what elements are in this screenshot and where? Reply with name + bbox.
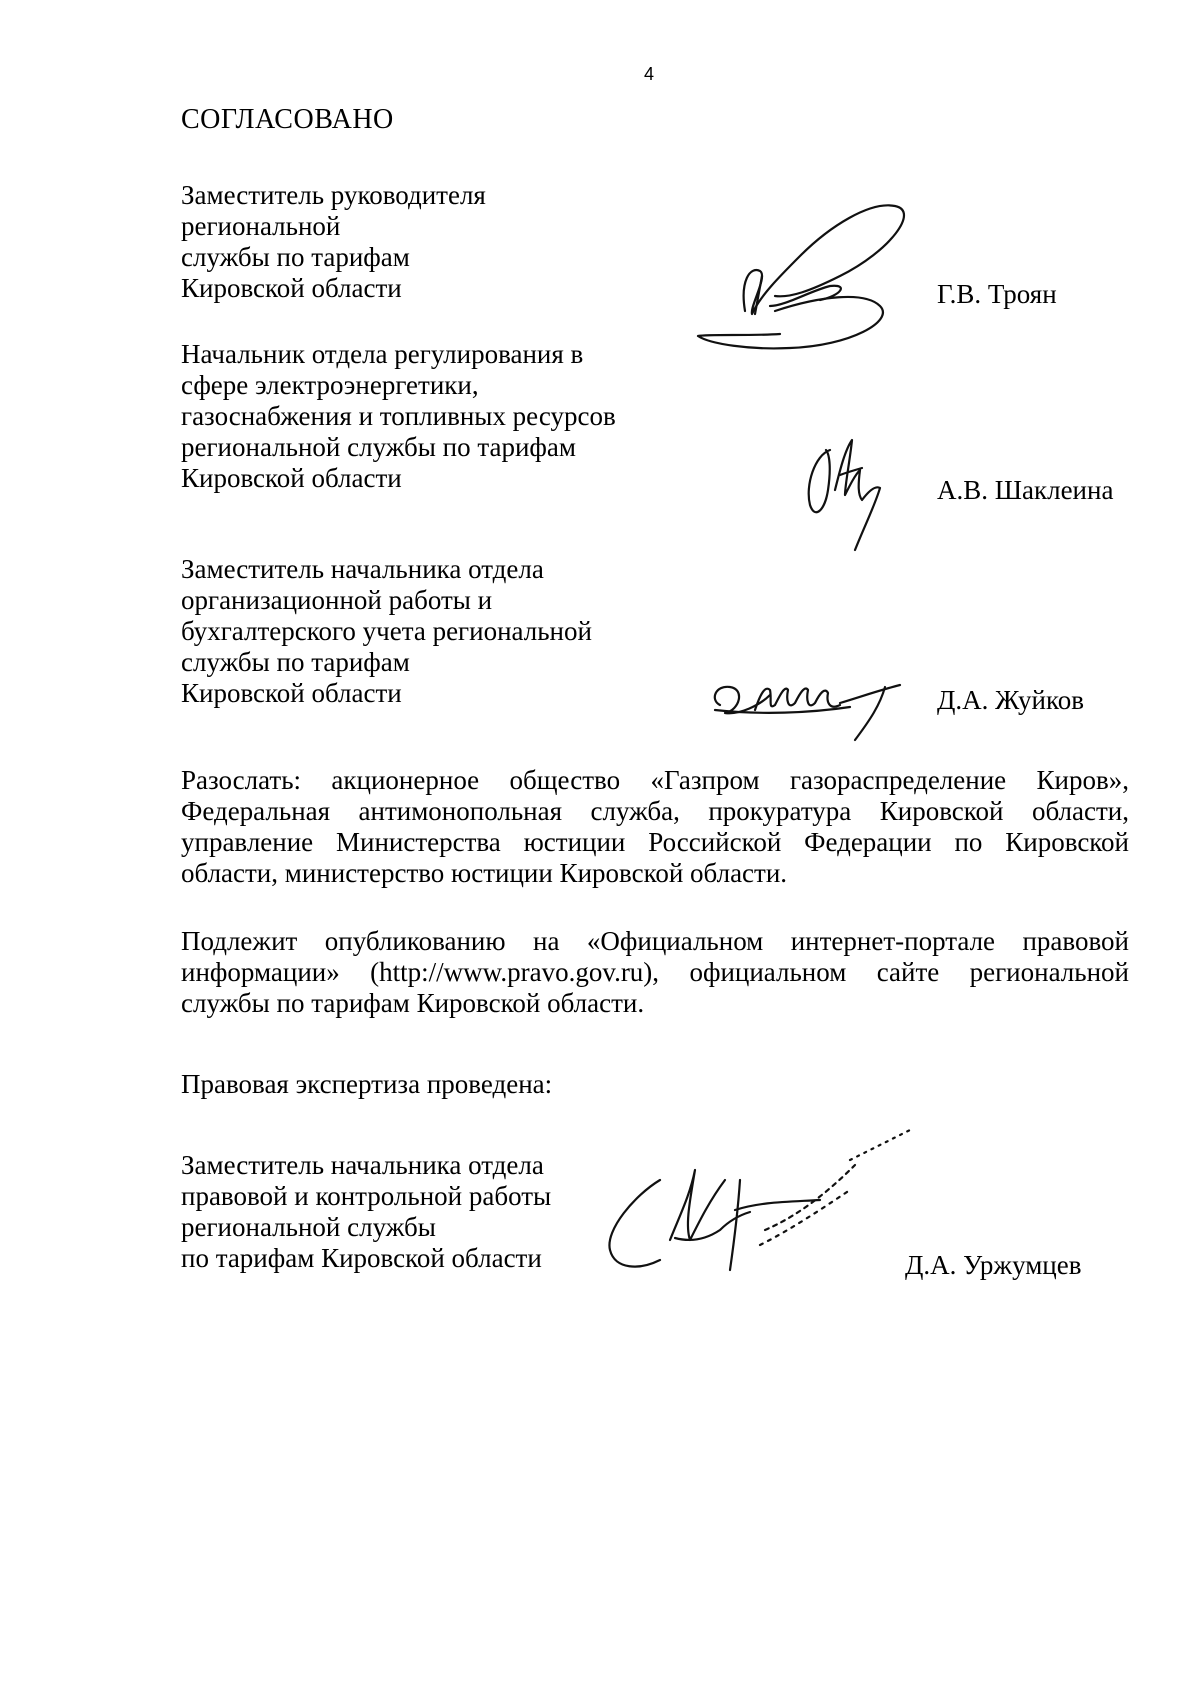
approver-3-name: Д.А. Жуйков (937, 685, 1084, 715)
publication-line: информации» (http://www.pravo.gov.ru), официальном сайте региональной (181, 957, 1129, 987)
position-line: бухгалтерского учета региональной (181, 616, 592, 646)
approver-1-position (181, 180, 486, 304)
position-line: организационной работы и (181, 585, 493, 615)
legal-review-text: Правовая экспертиза проведена: (181, 1069, 553, 1099)
signature-urzhumtsev (590, 1120, 930, 1290)
position-line: региональной службы (181, 1212, 436, 1242)
signature-zhuykov (700, 665, 910, 745)
legal-signer-position (181, 1150, 551, 1274)
distribution-line: Федеральная антимонопольная служба, прокуратура Кировской области, (181, 796, 1129, 826)
publication-paragraph (181, 926, 1129, 1019)
publication-line: Подлежит опубликованию на «Официальном интернет-портале правовой (181, 926, 1129, 956)
position-line: региональной службы по тарифам (181, 432, 576, 462)
position-line: по тарифам Кировской области (181, 1243, 542, 1273)
distribution-line: управление Министерства юстиции Российской Федерации по Кировской (181, 827, 1129, 857)
position-line: правовой и контрольной работы (181, 1181, 552, 1211)
position-line: Кировской области (181, 463, 402, 493)
distribution-line: Разослать: акционерное общество «Газпром газораспределение Киров», (181, 765, 1129, 795)
position-line: Заместитель руководителя (181, 180, 486, 210)
position-line: Кировской области (181, 678, 402, 708)
position-line: Заместитель начальника отдела (181, 1150, 544, 1180)
position-line: Кировской области (181, 273, 402, 303)
legal-review-label (181, 1069, 552, 1100)
approver-3-position (181, 554, 592, 709)
signature-shakleina (800, 430, 920, 560)
page-number: 4 (644, 64, 655, 84)
approver-2-name: А.В. Шаклеина (937, 475, 1114, 505)
position-line: службы по тарифам (181, 242, 410, 272)
approval-heading: СОГЛАСОВАНО (181, 104, 394, 135)
position-line: газоснабжения и топливных ресурсов (181, 401, 616, 431)
approver-1-name: Г.В. Троян (937, 279, 1057, 309)
position-line: службы по тарифам (181, 647, 410, 677)
position-line: сфере электроэнергетики, (181, 370, 479, 400)
position-line: Заместитель начальника отдела (181, 554, 544, 584)
signature-troyan (690, 196, 930, 366)
publication-line: службы по тарифам Кировской области. (181, 988, 645, 1018)
distribution-paragraph (181, 765, 1129, 889)
distribution-line: области, министерство юстиции Кировской области. (181, 858, 788, 888)
position-line: Начальник отдела регулирования в (181, 339, 584, 369)
position-line: региональной (181, 211, 341, 241)
legal-signer-name: Д.А. Уржумцев (905, 1250, 1082, 1280)
approver-2-position (181, 339, 616, 494)
